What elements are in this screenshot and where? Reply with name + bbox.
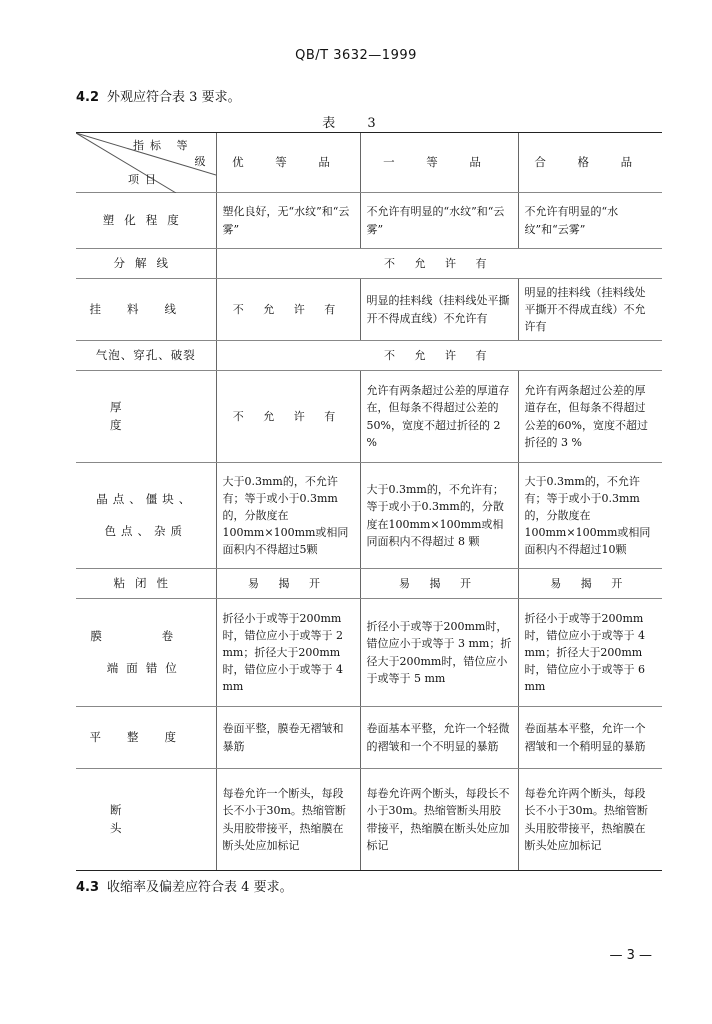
cell-qualified: 每卷允许两个断头，每段长不小于30m。热缩管断头用胶带接平，热缩膜在断头处应加标记 <box>518 769 662 871</box>
row-label <box>76 463 216 569</box>
section-number: 4.2 <box>76 90 100 105</box>
standard-number-header: QB/T 3632—1999 <box>295 48 417 63</box>
cell-superior: 每卷允许一个断头，每段长不小于30m。热缩管断头用胶带接平，热缩膜在断头处应加标记 <box>216 769 360 871</box>
section-text: 收缩率及偏差应符合表 4 要求。 <box>107 880 293 895</box>
row-label-line-1: 膜 卷 <box>90 628 202 643</box>
row-thickness <box>76 371 662 463</box>
row-label: 分解线 <box>76 249 216 279</box>
cell-superior: 卷面平整，膜卷无褶皱和暴筋 <box>216 707 360 769</box>
row-label: 塑化程度 <box>76 193 216 249</box>
cell-superior: 折径小于或等于200mm时，错位应小于或等于 2 mm；折径大于200mm时，错位应小于或等于 4 mm <box>216 599 360 707</box>
cell-qualified: 卷面基本平整，允许一个褶皱和一个稍明显的暴筋 <box>518 707 662 769</box>
cell-superior: 不 允 许 有 <box>216 279 360 341</box>
row-label: 气泡、穿孔、破裂 <box>76 341 216 371</box>
page-number: — 3 — <box>609 948 652 963</box>
merged-cell: 不 允 许 有 <box>216 249 662 279</box>
cell-first: 明显的挂料线（挂料线处平撕开不得成直线）不允许有 <box>360 279 518 341</box>
row-label <box>76 599 216 707</box>
table-title: 表 3 <box>322 116 390 131</box>
table-header-row <box>76 133 662 193</box>
merged-cell: 不 允 许 有 <box>216 341 662 371</box>
cell-superior: 大于0.3mm的，不允许有；等于或小于0.3mm的，分散度在100mm×100mm或相同面积内不得超过5颗 <box>216 463 360 569</box>
row-hanging-line <box>76 279 662 341</box>
row-label-line-2: 端面错位 <box>106 660 185 675</box>
cell-qualified: 折径小于或等于200mm时，错位应小于或等于 4 mm；折径大于200mm时，错位应小于或等于 6 mm <box>518 599 662 707</box>
cell-first: 易 揭 开 <box>360 569 518 599</box>
row-bubbles-holes <box>76 341 662 371</box>
cell-first: 大于0.3mm的，不允许有；等于或小于0.3mm的，分散度在100mm×100mm或相同面积内不得超过 8 颗 <box>360 463 518 569</box>
grade-header-superior: 优 等 品 <box>216 133 360 193</box>
cell-qualified: 允许有两条超过公差的厚道存在，但每条不得超过公差的60%，宽度不超过折径的 3 % <box>518 371 662 463</box>
cell-qualified: 大于0.3mm的，不允许有；等于或小于0.3mm的，分散度在100mm×100mm或相同面积内不得超过10颗 <box>518 463 662 569</box>
row-blocking <box>76 569 662 599</box>
row-label: 厚度 <box>76 371 216 463</box>
cell-superior: 塑化良好，无“水纹”和“云雾” <box>216 193 360 249</box>
cell-first: 每卷允许两个断头，每段长不小于30m。热缩管断头用胶带接平，热缩膜在断头处应加标记 <box>360 769 518 871</box>
diag-label-indicator-grade: 指标 等 <box>133 139 194 152</box>
cell-superior: 易 揭 开 <box>216 569 360 599</box>
row-label: 粘闭性 <box>76 569 216 599</box>
grade-header-first: 一 等 品 <box>360 133 518 193</box>
row-flatness <box>76 707 662 769</box>
section-4-3 <box>76 876 293 895</box>
cell-qualified: 不允许有明显的“水纹”和“云雾” <box>518 193 662 249</box>
row-label: 平整度 <box>76 707 216 769</box>
section-number: 4.3 <box>76 880 100 895</box>
diag-label-level: 级 <box>194 155 206 168</box>
cell-qualified: 易 揭 开 <box>518 569 662 599</box>
diagonal-header-cell <box>76 133 216 193</box>
cell-qualified: 明显的挂料线（挂料线处平撕开不得成直线）不允许有 <box>518 279 662 341</box>
section-text: 外观应符合表 3 要求。 <box>107 90 241 105</box>
row-roll-misalignment <box>76 599 662 707</box>
row-crystal-points <box>76 463 662 569</box>
grade-header-qualified: 合 格 品 <box>518 133 662 193</box>
cell-first: 允许有两条超过公差的厚道存在，但每条不得超过公差的50%，宽度不超过折径的 2 % <box>360 371 518 463</box>
row-label: 挂料线 <box>76 279 216 341</box>
cell-superior: 不 允 许 有 <box>216 371 360 463</box>
row-plasticization <box>76 193 662 249</box>
row-label: 断头 <box>76 769 216 871</box>
appearance-spec-table <box>76 132 662 871</box>
diag-label-item: 项目 <box>128 172 162 186</box>
row-label-line-1: 晶点、僵块、 <box>96 491 196 506</box>
section-4-2 <box>76 86 241 105</box>
row-breaks <box>76 769 662 871</box>
row-label-line-2: 色点、杂质 <box>104 523 187 538</box>
cell-first: 不允许有明显的“水纹”和“云雾” <box>360 193 518 249</box>
row-decomposition-line <box>76 249 662 279</box>
cell-first: 卷面基本平整，允许一个轻微的褶皱和一个不明显的暴筋 <box>360 707 518 769</box>
cell-first: 折径小于或等于200mm时，错位应小于或等于 3 mm；折径大于200mm时，错位应小于或等于 5 mm <box>360 599 518 707</box>
